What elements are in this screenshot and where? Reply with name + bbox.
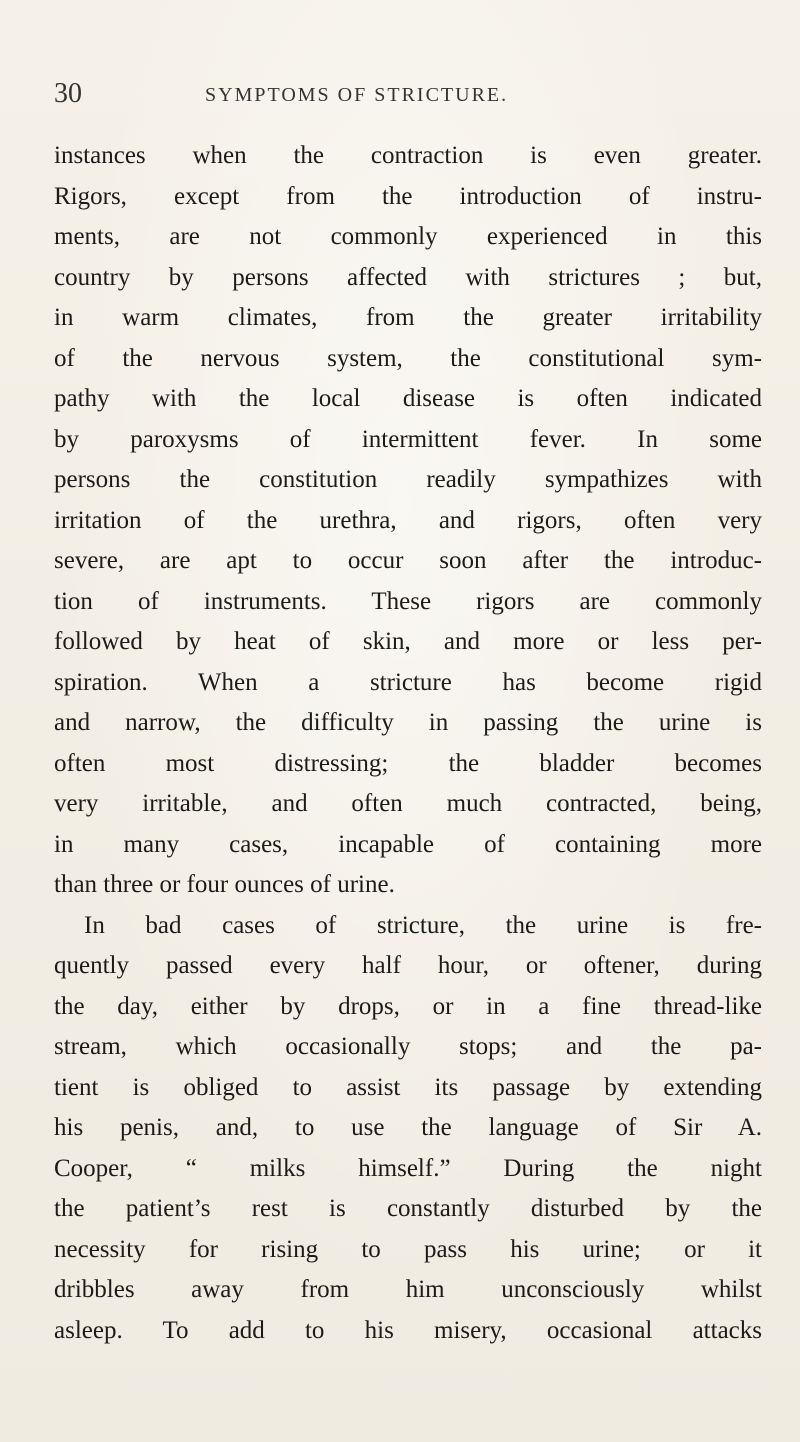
text-line: and narrow, the difficulty in passing the urine is	[54, 709, 762, 736]
text-line: quently passed every half hour, or oftener, during	[54, 952, 762, 979]
text-line: dribbles away from him unconsciously whilst	[54, 1276, 762, 1303]
text-line: very irritable, and often much contracted, being,	[54, 790, 762, 817]
text-line: tion of instruments. These rigors are commonly	[54, 587, 762, 615]
paragraph-start-line: In bad cases of stricture, the urine is fre-	[84, 911, 762, 939]
text-line: followed by heat of skin, and more or less per-	[54, 628, 762, 655]
text-line: by paroxysms of intermittent fever. In some	[54, 425, 762, 453]
text-line: the patient’s rest is constantly disturbed by the	[54, 1195, 762, 1222]
text-line: pathy with the local disease is often indicated	[54, 385, 762, 412]
text-line: in many cases, incapable of containing more	[54, 830, 762, 858]
text-line: stream, which occasionally stops; and the pa-	[54, 1033, 762, 1060]
text-line: tient is obliged to assist its passage by extending	[54, 1073, 762, 1101]
text-line: asleep. To add to his misery, occasional attacks	[54, 1316, 762, 1344]
text-line: often most distressing; the bladder becomes	[54, 749, 762, 777]
text-line: in warm climates, from the greater irritability	[54, 304, 762, 331]
paragraph-end-line: than three or four ounces of urine.	[54, 871, 395, 898]
text-line: Rigors, except from the introduction of instru-	[54, 182, 762, 210]
text-line: instances when the contraction is even greater.	[54, 142, 762, 169]
text-line: of the nervous system, the constitutional sym-	[54, 344, 762, 372]
text-line: Cooper, “ milks himself.” During the night	[54, 1154, 762, 1182]
text-line: irritation of the urethra, and rigors, often very	[54, 506, 762, 534]
page-header	[0, 78, 800, 118]
text-line: persons the constitution readily sympathizes with	[54, 466, 762, 493]
page-number: 30	[54, 78, 82, 109]
running-head: SYMPTOMS OF STRICTURE.	[205, 84, 509, 106]
text-line: his penis, and, to use the language of Sir A.	[54, 1114, 762, 1141]
text-line: the day, either by drops, or in a fine thread-like	[54, 992, 762, 1020]
body-text	[54, 136, 762, 1351]
text-line: necessity for rising to pass his urine; or it	[54, 1235, 762, 1263]
text-line: country by persons affected with strictures ; but,	[54, 263, 762, 291]
text-line: spiration. When a stricture has become rigid	[54, 668, 762, 696]
text-line: ments, are not commonly experienced in this	[54, 223, 762, 250]
text-line: severe, are apt to occur soon after the introduc-	[54, 547, 762, 574]
